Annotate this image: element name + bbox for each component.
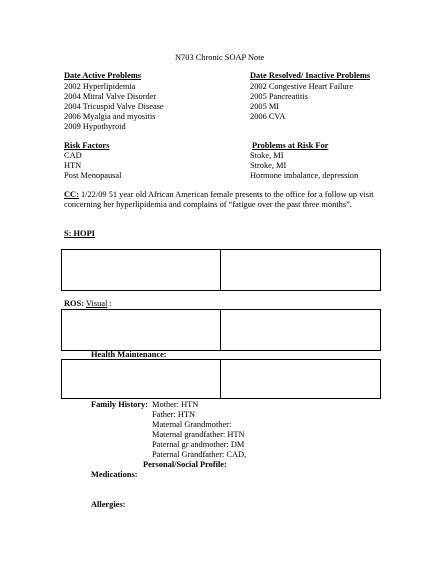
ros-colon: : (109, 299, 112, 308)
family-history-item: Paternal gr andmother: DM (152, 440, 245, 449)
health-maintenance-box (61, 359, 381, 399)
chief-complaint (64, 190, 384, 211)
active-problem-item: 2004 Tricuspid Valve Disease (64, 102, 164, 111)
health-maintenance-label: Health Maintenance: (91, 350, 167, 359)
resolved-problem-item: 2006 CVA (250, 112, 286, 121)
hopi-box (61, 249, 381, 291)
risk-factor-item: Post Menopausal (64, 171, 122, 180)
at-risk-item: Stoke, MI (250, 151, 284, 160)
cc-label: CC: (64, 190, 79, 199)
problems-at-risk-header: Problems at Risk For (252, 141, 329, 150)
ros-box-divider (220, 310, 221, 350)
family-history-item: Father: HTN (152, 410, 196, 419)
active-problems-header: Date Active Problems (64, 71, 142, 80)
risk-factor-item: CAD (64, 151, 82, 160)
resolved-problem-item: 2005 Pancreatitis (250, 92, 308, 101)
ros-sublabel: Visual (85, 299, 108, 308)
family-history-item: Mother: HTN (152, 400, 199, 409)
ros-label: ROS: (64, 299, 85, 308)
active-problem-item: 2002 Hyperlipidemia (64, 82, 136, 91)
health-maintenance-box-divider (220, 360, 221, 398)
resolved-problem-item: 2005 MI (250, 102, 280, 111)
risk-factors-header: Risk Factors (64, 141, 110, 150)
resolved-problems-header: Date Resolved/ Inactive Problems (250, 71, 371, 80)
at-risk-item: Stroke, MI (250, 161, 287, 170)
risk-factor-item: HTN (64, 161, 82, 170)
ros-heading (64, 299, 112, 308)
medications-label: Medications: (91, 470, 138, 479)
resolved-problem-item: 2002 Congestive Heart Failure (250, 82, 354, 91)
allergies-label: Allergies: (91, 500, 126, 509)
active-problem-item: 2006 Myalgia and myositis (64, 112, 156, 121)
family-history-label: Family History: (91, 400, 148, 409)
personal-social-label: Personal/Social Profile: (143, 460, 227, 469)
active-problem-item: 2004 Mitral Valve Disorder (64, 92, 157, 101)
family-history-item: Maternal Grandmother: (152, 420, 232, 429)
at-risk-item: Hormone imbalance, depression (250, 171, 359, 180)
document-title: N703 Chronic SOAP Note (175, 53, 265, 62)
cc-text: 1/22/09 51 year old African American female presents to the office for a follow up visit concerning her hyperlipidemia and complains of “fatigue over the past three months”. (64, 190, 374, 210)
hopi-box-divider (220, 250, 221, 290)
family-history-item: Maternal grandfather: HTN (152, 430, 245, 439)
ros-box (61, 309, 381, 351)
family-history-item: Paternal Grandfather: CAD, (152, 450, 247, 459)
hopi-label: S: HOPI (64, 229, 95, 238)
active-problem-item: 2009 Hypothyroid (64, 122, 126, 131)
